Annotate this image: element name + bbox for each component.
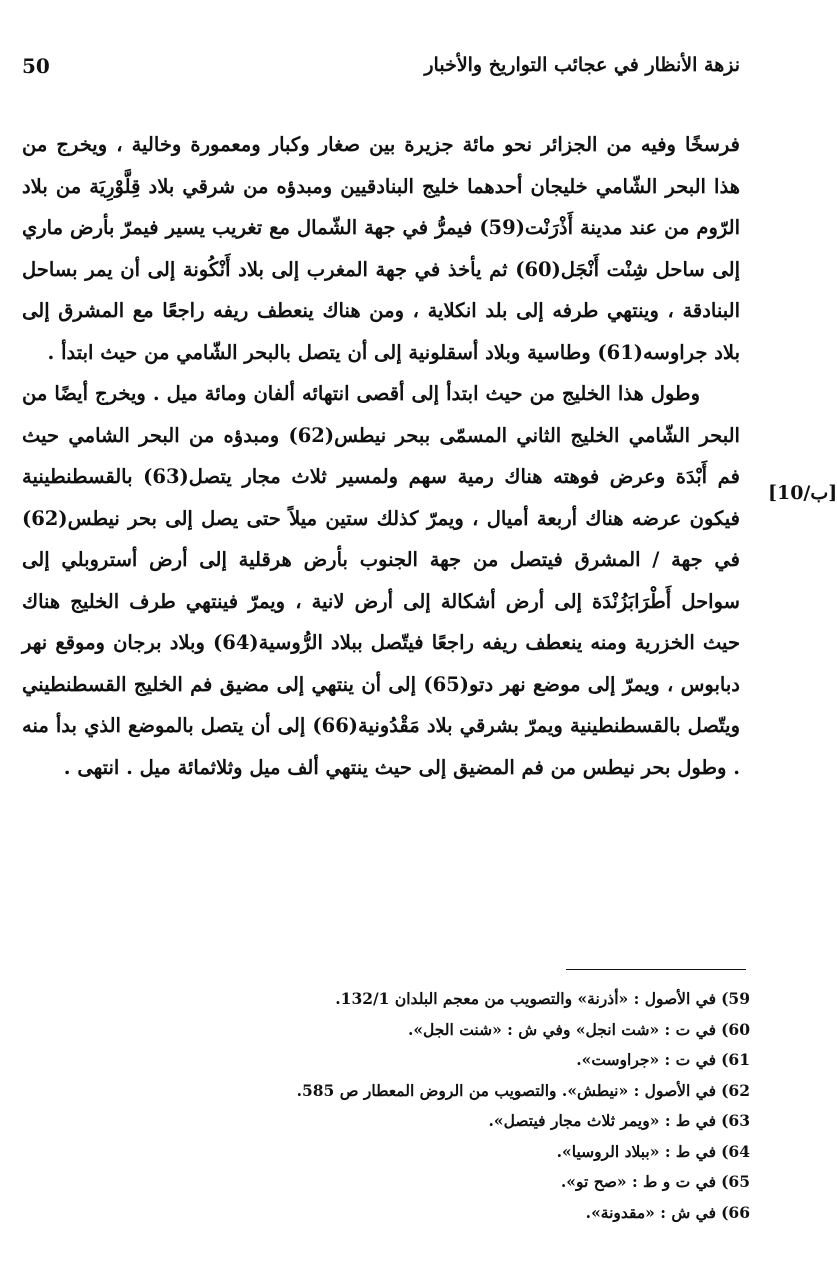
footnote-number: 66): [721, 1202, 750, 1222]
footnote-text: في ت : «جراوست».: [576, 1050, 716, 1069]
page-number: 50: [22, 54, 50, 78]
paragraph: فرسخًا وفيه من الجزائر نحو مائة جزيرة بين صغار وكبار ومعمورة وخالية ، ويخرج من هذا البحر الشّامي خليجان أحدهما خليج البنادقيين ومبدؤه من شرقي بلاد قِلَّوْرِيَة من بلاد الرّوم من عند مدينة أَذْرَنْت(59) فيمرُّ في جهة الشّمال مع تغريب يسير فيمرّ بأرض ماري إلى ساحل شِنْت أَنْجَل(60) ثم يأخذ في جهة المغرب إلى بلاد أَنْكُونة إلى أن يمر بساحل البنادقة ، وينتهي طرفه إلى بلد انكلاية ، ومن هناك ينعطف ريفه راجعًا مع المشرق إلى بلاد جراوسه(61) وطاسية وبلاد أسقلونية إلى أن يتصل بالبحر الشّامي من حيث ابتدأ .: [22, 133, 741, 364]
footnotes: [22, 984, 750, 1228]
paragraph: وطول هذا الخليج من حيث ابتدأ إلى أقصى انتهائه ألفان ومائة ميل . ويخرج أيضًا من البحر الشّامي الخليج الثاني المسمّى ببحر نيطس(62) ومبدؤه من البحر الشامي حيث فم أَبْدَة وعرض فوهته هناك رمية سهم ولمسير ثلاث مجار يتصل(63) بالقسطنطينية فيكون عرضه هناك أربعة أميال ، ويمرّ كذلك ستين ميلاً حتى يصل إلى بحر نيطس(62) في جهة / المشرق فيتصل من جهة الجنوب بأرض هرقلية إلى أرض أستروبلي إلى سواحل أَطْرَابَزُنْدَة إلى أرض أشكالة إلى أرض لانية ، ويمرّ فينتهي طرف الخليج هناك حيث الخزرية ومنه ينعطف ريفه راجعًا فيتّصل ببلاد الرُّوسية(64) وبلاد برجان وموقع نهر دبابوس ، ويمرّ إلى موضع نهر دتو(65) إلى أن ينتهي إلى مضيق فم الخليج القسطنطيني ويتّصل بالقسطنطينية ويمرّ بشرقي بلاد مَقْدُونية(66) إلى أن يتصل بالموضع الذي بدأ منه . وطول بحر نيطس من فم المضيق إلى حيث ينتهي ألف ميل وثلاثمائة ميل . انتهى .: [22, 382, 741, 779]
footnote-item: [22, 1015, 750, 1046]
running-head: [22, 52, 740, 86]
footnote-text: في ش : «مقدونة».: [585, 1202, 716, 1222]
footnote-item: [22, 984, 750, 1015]
footnote-text: في ت : «شت انجل» وفي ش : «شنت الجل».: [407, 1019, 716, 1039]
footnote-divider: [566, 969, 746, 970]
main-text: [22, 124, 740, 788]
folio-marker: [10/ب]: [768, 482, 837, 504]
footnote-number: 60): [721, 1019, 750, 1039]
footnote-item: [22, 1167, 750, 1198]
footnote-item: [22, 1076, 750, 1107]
footnote-number: 64): [721, 1141, 750, 1161]
footnote-item: [22, 1106, 750, 1137]
footnote-number: 61): [721, 1050, 750, 1069]
footnote-item: [22, 1045, 750, 1076]
footnote-item: [22, 1137, 750, 1168]
footnote-number: 62): [721, 1080, 750, 1100]
footnote-text: في الأصول : «أذرنة» والتصويب من معجم البلدان 132/1.: [335, 989, 716, 1008]
footnote-number: 63): [721, 1111, 750, 1130]
footnote-text: في ت و ط : «صح تو».: [560, 1172, 716, 1191]
footnote-text: في ط : «ببلاد الروسيا».: [556, 1141, 716, 1161]
footnote-number: 65): [721, 1172, 750, 1191]
footnote-text: في ط : «ويمر ثلاث مجار فيتصل».: [488, 1111, 716, 1130]
footnote-number: 59): [721, 989, 750, 1008]
book-title: نزهة الأنظار في عجائب التواريخ والأخبار: [424, 54, 740, 76]
footnote-text: في الأصول : «نيطش». والتصويب من الروض المعطار ص 585.: [296, 1080, 716, 1100]
footnote-item: [22, 1198, 750, 1229]
